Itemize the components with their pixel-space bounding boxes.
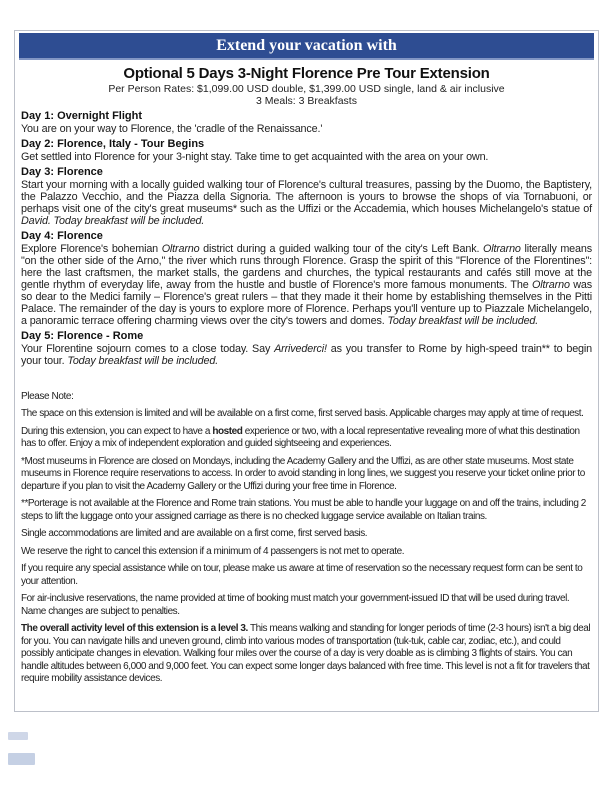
text-run: Single accommodations are limited and are available on a first come, first served basis.	[21, 528, 368, 539]
note-paragraph	[21, 426, 592, 451]
day-heading: Day 2: Florence, Italy - Tour Begins	[21, 138, 205, 150]
text-run: For air-inclusive reservations, the name provided at time of booking must match your government-issued ID that will be used during travel. Name changes are subject to penalties.	[21, 593, 570, 617]
day-heading: Day 4: Florence	[21, 230, 103, 242]
text-run: David. Today breakfast will be included.	[21, 215, 205, 227]
itinerary-box	[14, 30, 599, 712]
note-paragraph	[21, 546, 592, 559]
day-heading: Day 5: Florence - Rome	[21, 330, 144, 342]
day-paragraph	[21, 151, 592, 163]
day-section	[21, 110, 592, 135]
note-paragraph	[21, 528, 592, 541]
text-run: The space on this extension is limited and will be available on a first come, first served basis. Applicable charges may apply at time of request.	[21, 408, 584, 419]
text-run: Arrivederci!	[274, 343, 327, 355]
text-run: Today breakfast will be included.	[387, 315, 539, 327]
text-run: Your Florentine sojourn comes to a close today. Say	[21, 343, 275, 355]
day-section	[21, 330, 592, 367]
text-run: Explore Florence's bohemian	[21, 243, 162, 255]
text-run: Oltrarno	[482, 243, 521, 255]
banner	[19, 33, 594, 60]
note-paragraph	[21, 623, 592, 686]
day-paragraph	[21, 343, 592, 367]
text-run: district during a guided walking tour of the city's Left Bank.	[199, 243, 483, 255]
scan-artifact	[8, 732, 28, 740]
text-run: Today breakfast will be included.	[67, 355, 219, 367]
note-paragraph	[21, 456, 592, 494]
text-run: Get settled into Florence for your 3-night stay. Take time to get acquainted with the area on your own.	[21, 151, 489, 163]
day-section	[21, 138, 592, 163]
note-paragraphs	[21, 408, 592, 686]
text-run: *Most museums in Florence are closed on Mondays, including the Academy Gallery and the Uffizi, as are other state museums. Most state museums in Florence require reservations to access. In order to avoid standing in long lines, we suggest you reserve your ticket online prior to departure if you plan to visit the Academy Gallery or the Uffizi during your free time in Florence.	[21, 455, 585, 492]
text-run: was so dear to the Medici family – Florence's great rulers – that they made it their home by establishing themselves in the Pitti Palace. The remainder of the day is yours to explore more of Florence. Perhaps you'll venture up to Piazzale Michelangelo, a panoramic terrace offering charming views over the city's towers and domes.	[21, 279, 592, 327]
text-run: If you require any special assistance while on tour, please make us aware at time of reservation so the necessary request form can be sent to your attention.	[21, 563, 583, 587]
day-paragraph	[21, 243, 592, 327]
text-run: This means walking and standing for longer periods of time (2-3 hours) isn't a big deal for you. You can navigate hills and uneven ground, climb into various modes of transportation (tuk-tuk, cable car, zodiac, etc.), and could possibly anticipate changes in elevation. Walking four miles over the course of a day is very doable as is climbing 3 flights of stairs. You can handle altitudes between 6,000 and 9,000 feet. You can expect some longer days balanced with free time. This level is not a fit for travelers that require mobility assistance devices.	[21, 623, 591, 684]
day-heading: Day 1: Overnight Flight	[21, 110, 143, 122]
note-paragraph	[21, 563, 592, 588]
text-run: Oltrarno	[161, 243, 200, 255]
note-paragraph	[21, 593, 592, 618]
text-run: During this extension, you can expect to have a	[21, 425, 213, 437]
banner-title: Extend your vacation with	[216, 36, 397, 54]
note-paragraph	[21, 498, 592, 523]
day-paragraph	[21, 179, 592, 227]
text-run: as you transfer to Rome by high-speed train** to begin your tour.	[21, 343, 593, 367]
text-run: **Porterage is not available at the Florence and Rome train stations. You must be able to handle your luggage on and off the trains, including 2 steps to lift the luggage onto your assigned carriage as there is no checked luggage service available on Italian trains.	[21, 498, 586, 522]
per-person-rates: Per Person Rates: $1,099.00 USD double, $1,399.00 USD single, land & air inclusive	[108, 83, 505, 95]
please-note-label: Please Note:	[21, 391, 74, 402]
page-title: Optional 5 Days 3-Night Florence Pre Tour Extension	[123, 65, 490, 82]
text-run: You are on your way to Florence, the 'cradle of the Renaissance.'	[21, 123, 323, 135]
day-section	[21, 230, 592, 327]
text-run: literally means "on the other side of the Arno," the river which runs through Florence. Grasp the spirit of this "Florence of the Florentines": here the last craftsmen, the market stalls, the gardens and churches, the typical restaurants and cafés still move at the gentle rhythm of everyday life, away from the hustle and bustle of Florence's more famous monuments. The	[21, 243, 592, 291]
day-heading: Day 3: Florence	[21, 166, 103, 178]
day-section	[21, 166, 592, 227]
text-run: We reserve the right to cancel this extension if a minimum of 4 passengers is not met to operate.	[21, 545, 405, 557]
day-sections	[21, 110, 592, 367]
scan-artifact	[8, 753, 35, 765]
itinerary-content	[15, 60, 598, 686]
notes-section	[21, 391, 592, 686]
text-run: experience or two, with a local representative revealing more of what this destination has to offer. Enjoy a mix of independent exploration and guided sightseeing and experiences.	[21, 425, 580, 449]
text-run: Start your morning with a locally guided walking tour of Florence's cultural treasures, passing by the Duomo, the Baptistery, the Palazzo Vecchio, and the Piazza della Signoria. The afternoon is yours to browse the shops of via Tornabuoni, or perhaps visit one of the city's great museums* such as the Uffizi or the Accademia, which houses Michelangelo's statue of	[21, 179, 592, 215]
text-run: The overall activity level of this extension is a level 3.	[21, 623, 248, 634]
text-run: hosted	[212, 425, 243, 437]
note-paragraph	[21, 408, 592, 421]
meals-summary: 3 Meals: 3 Breakfasts	[256, 95, 357, 107]
day-paragraph	[21, 123, 592, 135]
text-run: Oltrarno	[532, 279, 570, 291]
